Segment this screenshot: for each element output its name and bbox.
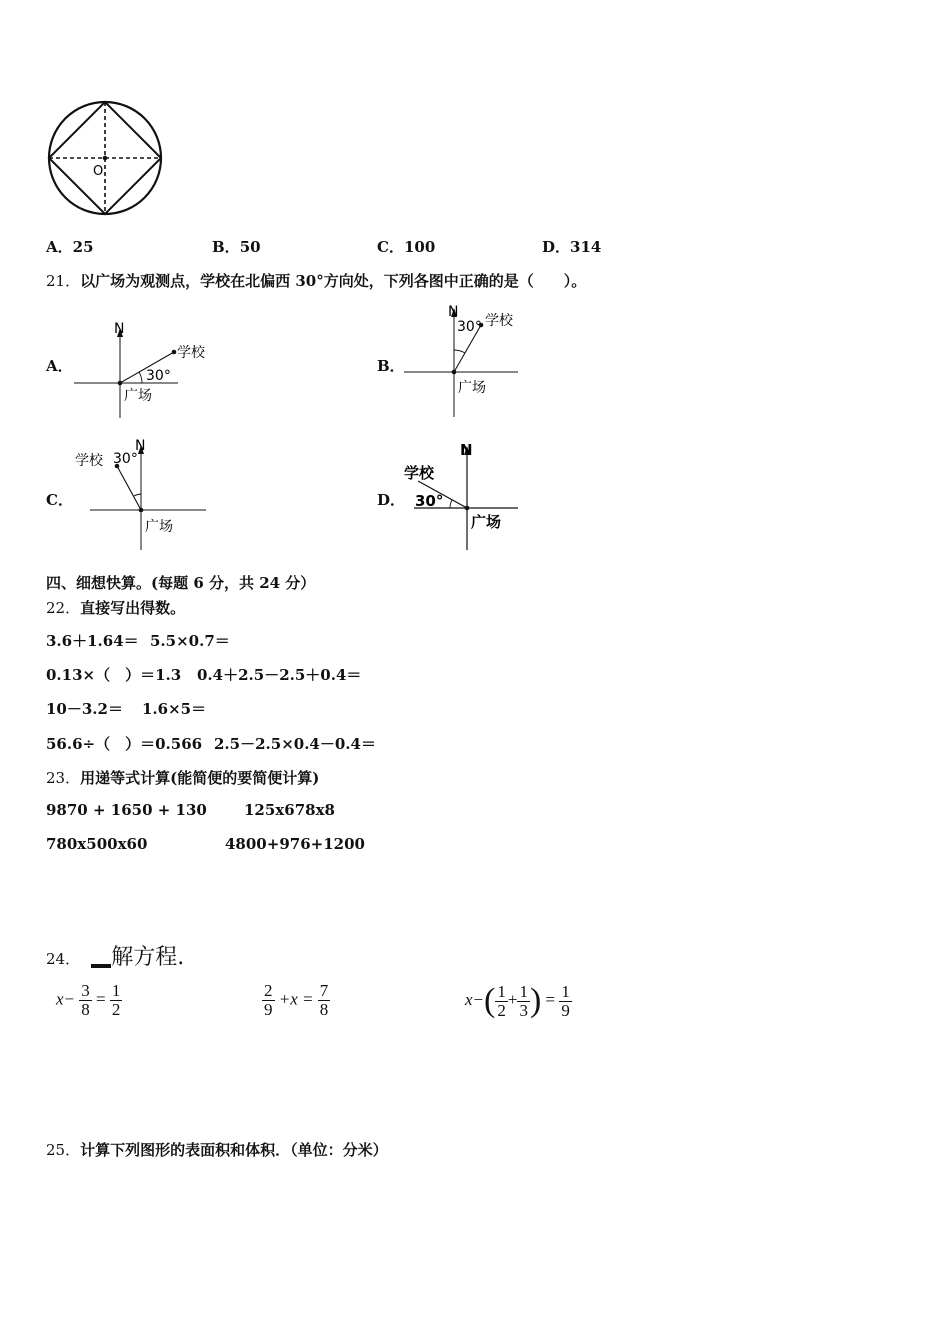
angle-label: 30° xyxy=(415,492,444,510)
north-label: N xyxy=(460,441,473,459)
q21-option-d-diagram[interactable] xyxy=(400,438,525,552)
q21-option-b-diagram[interactable] xyxy=(400,303,525,421)
school-label: 学校 xyxy=(75,453,103,469)
placeholder-mark xyxy=(91,964,111,968)
north-label: N xyxy=(114,321,125,337)
q20-option-c[interactable]: C．100 xyxy=(377,238,436,256)
q21-option-a-diagram[interactable] xyxy=(70,318,220,422)
q21-option-a-label[interactable]: A． xyxy=(46,357,73,375)
q25-question: 25．计算下列图形的表面积和体积．（单位：分米） xyxy=(46,1141,388,1159)
square-label: 广场 xyxy=(471,513,502,531)
angle-label: 30° xyxy=(146,368,171,384)
q21-option-b-label[interactable]: B． xyxy=(377,357,405,375)
circle-square-figure xyxy=(44,98,166,220)
square-label: 广场 xyxy=(145,519,173,535)
q22-item: 1.6×5＝ xyxy=(142,700,207,718)
q22-item: 10－3.2＝ xyxy=(46,700,123,718)
q24-equation-1: x− $\frac{3}{8}$ = $\frac{1}{2}$ xyxy=(56,981,121,1019)
section-4-title: 四、细想快算。(每题 6 分，共 24 分） xyxy=(46,574,316,592)
school-label: 学校 xyxy=(404,464,435,482)
school-label: 学校 xyxy=(177,345,205,361)
north-label: N xyxy=(135,438,146,454)
q23-item: 9870 + 1650 + 130 xyxy=(46,801,207,819)
q22-item: 0.13×（ ）＝1.3 xyxy=(46,666,182,684)
q23-item: 780x500x60 xyxy=(46,835,148,853)
q20-option-d[interactable]: D．314 xyxy=(542,238,602,256)
q20-option-a[interactable]: A．25 xyxy=(46,238,94,256)
q22-item: 3.6＋1.64＝ xyxy=(46,632,139,650)
q21-option-d-label[interactable]: D． xyxy=(377,491,406,509)
q24-equation-2: $\frac{2}{9}$ +x = $\frac{7}{8}$ xyxy=(264,981,329,1019)
q24-equation-3: x−( $\frac{1}{2}$ + $\frac{1}{3}$ ) = $\frac{1}{9}$ xyxy=(465,981,570,1020)
angle-label: 30° xyxy=(457,319,482,335)
q22-item: 56.6÷（ ）＝0.566 xyxy=(46,735,203,753)
q23-question: 23．用递等式计算(能简便的要简便计算) xyxy=(46,769,320,787)
north-label: N xyxy=(448,304,459,320)
q22-item: 5.5×0.7＝ xyxy=(150,632,230,650)
q21-question: 21．以广场为观测点，学校在北偏西 30°方向处，下列各图中正确的是（ ）。 xyxy=(46,272,587,290)
q23-item: 125x678x8 xyxy=(244,801,335,819)
square-label: 广场 xyxy=(458,380,486,396)
q23-item: 4800+976+1200 xyxy=(225,835,365,853)
q22-item: 2.5－2.5×0.4－0.4＝ xyxy=(214,735,376,753)
q20-option-b[interactable]: B．50 xyxy=(212,238,261,256)
q22-question: 22．直接写出得数。 xyxy=(46,599,186,617)
q21-option-c-label[interactable]: C． xyxy=(46,491,73,509)
q24-question: 24． 解方程. xyxy=(46,945,185,970)
angle-label: 30° xyxy=(113,451,138,467)
q21-option-c-diagram[interactable] xyxy=(72,434,212,552)
q22-item: 0.4＋2.5－2.5＋0.4＝ xyxy=(197,666,362,684)
school-label: 学校 xyxy=(485,313,513,329)
square-label: 广场 xyxy=(124,388,152,404)
center-label: O xyxy=(93,164,104,179)
